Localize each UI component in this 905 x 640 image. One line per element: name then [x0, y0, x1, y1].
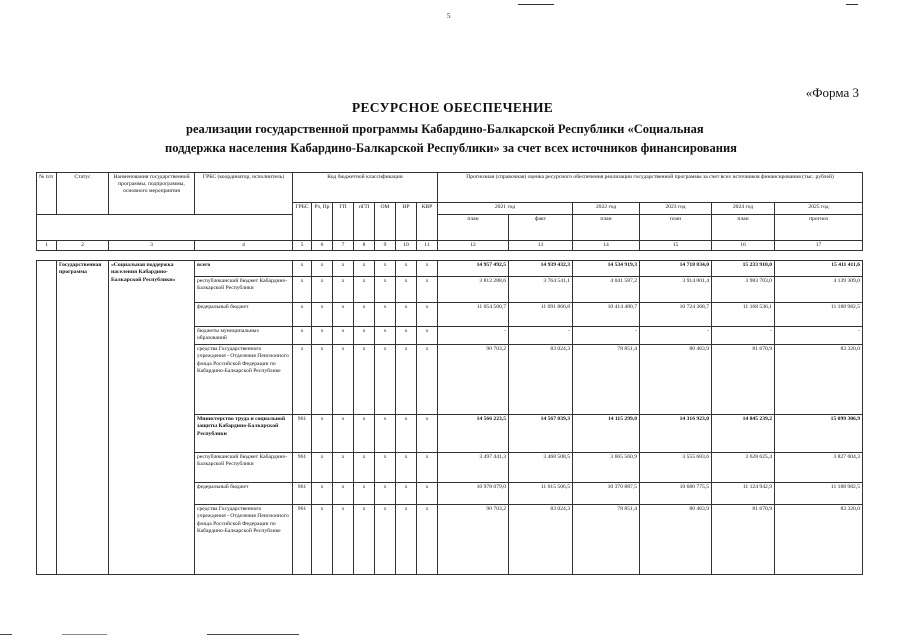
header-year: 2021 год [438, 203, 573, 215]
kbk-code: x [293, 277, 312, 303]
kbk-code: x [333, 505, 354, 575]
header-kbk-col: ГРБС [293, 203, 312, 241]
header-status: Статус [57, 173, 109, 215]
kbk-code: x [417, 415, 438, 453]
amount-cell: 11 015 506,5 [509, 483, 573, 505]
kbk-code: x [354, 415, 375, 453]
amount-cell: 90 703,2 [438, 345, 509, 415]
column-number: 15 [640, 241, 712, 251]
amount-cell: - [509, 327, 573, 345]
row-status: Государственная программа [57, 261, 109, 575]
kbk-code: x [312, 415, 333, 453]
header-year: 2022 год [573, 203, 640, 215]
header-kbk-col: ОМ [375, 203, 396, 241]
amount-cell: 14 115 299,8 [573, 415, 640, 453]
amount-cell: - [573, 327, 640, 345]
kbk-code: x [354, 483, 375, 505]
amount-cell: 83 320,0 [775, 505, 863, 575]
amount-cell: 15 411 411,6 [775, 261, 863, 277]
kbk-code: x [333, 453, 354, 483]
amount-cell: 11 091 866,8 [509, 303, 573, 327]
amount-cell: 14 957 492,5 [438, 261, 509, 277]
header-kbk-col: НР [396, 203, 417, 241]
column-number: 8 [354, 241, 375, 251]
kbk-code: x [293, 261, 312, 277]
header-kbk-col: пГП [354, 203, 375, 241]
funding-source: республиканский бюджет Кабардино-Балкарской Республики [195, 277, 293, 303]
column-number: 4 [195, 241, 293, 251]
kbk-code: x [312, 261, 333, 277]
amount-cell: 3 764 541,1 [509, 277, 573, 303]
kbk-code: x [375, 277, 396, 303]
kbk-code: x [333, 415, 354, 453]
kbk-code: x [354, 505, 375, 575]
column-number: 12 [438, 241, 509, 251]
funding-source: бюджеты муниципальных образований [195, 327, 293, 345]
amount-cell: 3 468 508,5 [509, 453, 573, 483]
header-sub: план [640, 215, 712, 241]
kbk-code: 961 [293, 453, 312, 483]
header-kbk-col: ГП [333, 203, 354, 241]
kbk-code: x [375, 453, 396, 483]
kbk-code: x [333, 277, 354, 303]
kbk-code: x [354, 277, 375, 303]
kbk-code: x [375, 327, 396, 345]
kbk-code: x [293, 327, 312, 345]
document-subtitle [36, 120, 866, 158]
amount-cell: 83 320,0 [775, 345, 863, 415]
amount-cell: 3 555 683,6 [640, 453, 712, 483]
kbk-code: x [312, 483, 333, 505]
column-number: 13 [509, 241, 573, 251]
amount-cell: 78 851,4 [573, 345, 640, 415]
kbk-code: x [375, 261, 396, 277]
amount-cell: - [640, 327, 712, 345]
table-row [37, 261, 863, 277]
amount-cell: 14 316 923,0 [640, 415, 712, 453]
column-number: 17 [775, 241, 863, 251]
kbk-code: x [417, 303, 438, 327]
kbk-code: x [396, 327, 417, 345]
amount-cell: 78 851,4 [573, 505, 640, 575]
amount-cell: 10 414 480,7 [573, 303, 640, 327]
funding-source: средства Государственного учреждения - Отделения Пенсионного фонда Российской Федерации по Кабардино-Балкарской Республике [195, 345, 293, 415]
funding-source: Министерство труда и социальной защиты Кабардино-Балкарской Республики [195, 415, 293, 453]
kbk-code: x [312, 303, 333, 327]
kbk-code: x [312, 453, 333, 483]
kbk-code: x [375, 483, 396, 505]
kbk-code: x [396, 483, 417, 505]
amount-cell: - [438, 327, 509, 345]
kbk-code: 961 [293, 505, 312, 575]
funding-source: республиканский бюджет Кабардино-Балкарской Республики [195, 453, 293, 483]
kbk-code: x [417, 453, 438, 483]
kbk-code: x [333, 327, 354, 345]
kbk-code: x [417, 261, 438, 277]
kbk-code: x [333, 483, 354, 505]
amount-cell: 4 139 309,0 [775, 277, 863, 303]
amount-cell: 10 370 887,5 [573, 483, 640, 505]
column-number: 2 [57, 241, 109, 251]
column-number: 6 [312, 241, 333, 251]
amount-cell: 3 665 560,9 [573, 453, 640, 483]
kbk-code: x [312, 345, 333, 415]
amount-cell: 14 534 919,3 [573, 261, 640, 277]
kbk-code: x [396, 415, 417, 453]
amount-cell: 3 497 441,3 [438, 453, 509, 483]
amount-cell: - [775, 327, 863, 345]
kbk-code: 961 [293, 415, 312, 453]
amount-cell: 3 914 001,4 [640, 277, 712, 303]
amount-cell: 11 168 536,1 [712, 303, 775, 327]
amount-cell: 90 703,2 [438, 505, 509, 575]
kbk-code: x [417, 277, 438, 303]
amount-cell: 83 024,3 [509, 505, 573, 575]
footer-mark [62, 634, 107, 635]
kbk-code: x [375, 415, 396, 453]
amount-cell: 81 670,9 [712, 505, 775, 575]
header-kbk: Код бюджетной классификации [293, 173, 438, 203]
funding-source: всего [195, 261, 293, 277]
amount-cell: - [712, 327, 775, 345]
kbk-code: x [396, 277, 417, 303]
amount-cell: 11 188 982,5 [775, 483, 863, 505]
column-number: 3 [109, 241, 195, 251]
header-spacer [37, 215, 293, 241]
amount-cell: 14 566 223,5 [438, 415, 509, 453]
column-number: 7 [333, 241, 354, 251]
document-title: РЕСУРСНОЕ ОБЕСПЕЧЕНИЕ [351, 100, 554, 115]
kbk-code: x [312, 505, 333, 575]
header-year: 2025 год [775, 203, 863, 215]
kbk-code: x [375, 505, 396, 575]
header-grbs-owner: ГРБС (координатор, исполнитель) [195, 173, 293, 215]
kbk-code: x [312, 327, 333, 345]
amount-cell: 3 983 703,0 [712, 277, 775, 303]
kbk-code: x [417, 327, 438, 345]
header-kbk-col: Рз, Пр [312, 203, 333, 241]
kbk-code: x [354, 327, 375, 345]
kbk-code: x [354, 453, 375, 483]
kbk-code: x [396, 303, 417, 327]
amount-cell: 81 670,9 [712, 345, 775, 415]
amount-cell: 14 939 432,3 [509, 261, 573, 277]
row-program-name: «Социальная поддержка населения Кабардино-Балкарской Республики» [109, 261, 195, 575]
resource-table [36, 172, 863, 575]
kbk-code: x [417, 505, 438, 575]
header-sub: план [573, 215, 640, 241]
amount-cell: 10 978 079,0 [438, 483, 509, 505]
amount-cell: 14 567 039,3 [509, 415, 573, 453]
amount-cell: 83 024,3 [509, 345, 573, 415]
column-number: 11 [417, 241, 438, 251]
kbk-code: x [417, 483, 438, 505]
kbk-code: x [396, 261, 417, 277]
column-number: 5 [293, 241, 312, 251]
kbk-code: x [354, 345, 375, 415]
header-sub: план [438, 215, 509, 241]
column-number: 14 [573, 241, 640, 251]
table-spacer-row [37, 251, 863, 261]
amount-cell: 80 463,9 [640, 505, 712, 575]
top-mark [518, 4, 554, 5]
header-kbk-col: КВР [417, 203, 438, 241]
top-mark-right [846, 4, 858, 5]
row-number [37, 261, 57, 575]
kbk-code: x [354, 303, 375, 327]
header-num: № п/п [37, 173, 57, 215]
kbk-code: x [293, 303, 312, 327]
kbk-code: x [333, 303, 354, 327]
kbk-code: x [396, 453, 417, 483]
amount-cell: 80 463,9 [640, 345, 712, 415]
kbk-code: x [375, 303, 396, 327]
amount-cell: 14 845 239,2 [712, 415, 775, 453]
funding-source: федеральный бюджет [195, 483, 293, 505]
funding-source: средства Государственного учреждения - Отделения Пенсионного фонда Российской Федерации по Кабардино-Балкарской Республике [195, 505, 293, 575]
amount-cell: 11 188 982,5 [775, 303, 863, 327]
footer-mark [207, 634, 299, 635]
column-number: 10 [396, 241, 417, 251]
amount-cell: 3 827 004,3 [775, 453, 863, 483]
amount-cell: 10 724 368,7 [640, 303, 712, 327]
amount-cell: 15 099 306,9 [775, 415, 863, 453]
subtitle-line-2: поддержка населения Кабардино-Балкарской Республики» за счет всех источников финансирования [165, 141, 737, 155]
kbk-code: x [417, 345, 438, 415]
amount-cell: 3 812 288,6 [438, 277, 509, 303]
kbk-code: x [293, 345, 312, 415]
kbk-code: x [396, 505, 417, 575]
kbk-code: x [333, 345, 354, 415]
kbk-code: x [396, 345, 417, 415]
kbk-code: x [312, 277, 333, 303]
subtitle-line-1: реализации государственной программы Кабардино-Балкарской Республики «Социальная [186, 122, 704, 136]
header-sub: прогноз [775, 215, 863, 241]
header-name: Наименования государственной программы, подпрограммы, основного мероприятия [109, 173, 195, 215]
amount-cell: 11 054 500,7 [438, 303, 509, 327]
kbk-code: 961 [293, 483, 312, 505]
kbk-code: x [333, 261, 354, 277]
amount-cell: 4 041 587,2 [573, 277, 640, 303]
amount-cell: 3 628 625,4 [712, 453, 775, 483]
footer-mark [0, 634, 12, 635]
column-number: 1 [37, 241, 57, 251]
header-sub: факт [509, 215, 573, 241]
kbk-code: x [354, 261, 375, 277]
amount-cell: 14 718 834,0 [640, 261, 712, 277]
header-year: 2023 год [640, 203, 712, 215]
header-year: 2024 год [712, 203, 775, 215]
amount-cell: 10 680 775,5 [640, 483, 712, 505]
amount-cell: 11 124 942,9 [712, 483, 775, 505]
column-number: 9 [375, 241, 396, 251]
page-number: 5 [447, 12, 451, 20]
header-estimate: Прогнозная (справочная) оценка ресурсного обеспечения реализации государственной программы за счет всех источников финансирования (тыс. рублей) [438, 173, 863, 203]
funding-source: федеральный бюджет [195, 303, 293, 327]
form-label: «Форма 3 [805, 85, 859, 100]
header-sub: план [712, 215, 775, 241]
amount-cell: 15 233 910,0 [712, 261, 775, 277]
kbk-code: x [375, 345, 396, 415]
column-number: 16 [712, 241, 775, 251]
